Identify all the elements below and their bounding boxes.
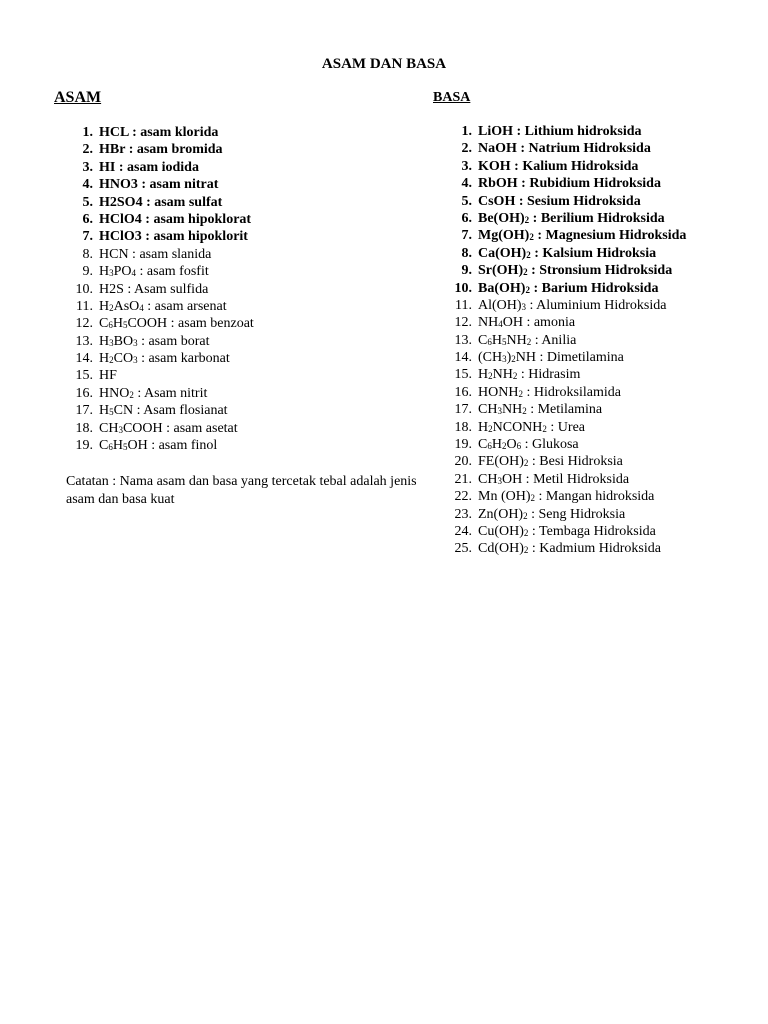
text-segment: : Urea bbox=[546, 419, 585, 435]
text-segment: HNO3 : asam nitrat bbox=[99, 177, 219, 193]
item-number: 5. bbox=[461, 193, 472, 209]
text-segment: H2SO4 : asam sulfat bbox=[99, 194, 223, 210]
subscript: 2 bbox=[501, 441, 507, 452]
item-number: 2. bbox=[82, 142, 93, 158]
subscript: 2 bbox=[530, 493, 535, 504]
text-segment: : Asam nitrit bbox=[133, 385, 208, 401]
text-segment: H bbox=[112, 438, 123, 454]
item-text bbox=[478, 419, 585, 436]
text-segment: Be(OH) bbox=[478, 210, 525, 226]
item-text bbox=[99, 315, 254, 332]
item-number: 6. bbox=[82, 211, 93, 227]
subscript: 6 bbox=[516, 441, 522, 452]
text-segment: HI : asam iodida bbox=[99, 159, 199, 175]
item-text bbox=[478, 523, 656, 540]
basa-list-item bbox=[443, 488, 686, 505]
text-segment: NH bbox=[501, 402, 523, 418]
item-number: 7. bbox=[82, 229, 93, 245]
subscript: 2 bbox=[109, 302, 114, 313]
text-segment: HBr : asam bromida bbox=[99, 142, 223, 158]
basa-list-item bbox=[443, 245, 686, 262]
item-number: 3. bbox=[461, 158, 472, 174]
item-text bbox=[99, 228, 248, 245]
text-segment: Al(OH) bbox=[478, 297, 522, 313]
item-number: 14. bbox=[75, 351, 93, 367]
text-segment: HCN : asam slanida bbox=[99, 246, 212, 262]
text-segment: OH : Metil Hidroksida bbox=[501, 471, 630, 487]
text-segment: NH bbox=[506, 332, 527, 348]
text-segment: H bbox=[99, 351, 110, 367]
item-number: 18. bbox=[75, 420, 93, 436]
item-number: 13. bbox=[75, 333, 93, 349]
item-number: 1. bbox=[461, 124, 472, 139]
item-text bbox=[99, 420, 238, 437]
basa-list-item bbox=[443, 193, 686, 210]
item-text bbox=[478, 540, 661, 557]
item-number: 25. bbox=[454, 541, 472, 557]
text-segment: H bbox=[99, 298, 110, 314]
item-number: 12. bbox=[75, 316, 93, 332]
text-segment: BO bbox=[113, 333, 134, 349]
item-text bbox=[99, 298, 227, 315]
basa-list-item bbox=[443, 175, 686, 192]
item-text bbox=[99, 281, 208, 298]
item-number: 21. bbox=[454, 471, 472, 487]
text-segment: C bbox=[478, 437, 488, 453]
item-text bbox=[99, 141, 223, 158]
text-segment: H bbox=[99, 264, 110, 280]
item-text bbox=[99, 246, 211, 263]
subscript: 3 bbox=[109, 268, 114, 279]
item-text bbox=[478, 436, 579, 453]
basa-list-item bbox=[443, 297, 686, 314]
asam-list-item bbox=[64, 263, 254, 280]
text-segment: H bbox=[99, 403, 110, 419]
asam-list-item bbox=[64, 420, 254, 437]
item-text bbox=[478, 210, 665, 227]
subscript: 2 bbox=[523, 458, 529, 469]
subscript: 2 bbox=[511, 354, 516, 365]
text-segment: Ba(OH) bbox=[478, 280, 526, 296]
text-segment: O bbox=[506, 437, 517, 453]
item-text bbox=[478, 158, 638, 175]
text-segment: : Mangan hidroksida bbox=[535, 489, 655, 505]
text-segment: RbOH : Rubidium Hidroksida bbox=[478, 176, 661, 192]
item-text bbox=[478, 227, 686, 244]
basa-list-item bbox=[443, 384, 686, 401]
item-number: 14. bbox=[454, 350, 472, 366]
item-text bbox=[478, 193, 641, 210]
text-segment: Mg(OH) bbox=[478, 228, 530, 244]
item-number: 11. bbox=[76, 298, 93, 314]
asam-list-item bbox=[64, 159, 254, 176]
text-segment: C bbox=[478, 332, 488, 348]
item-number: 8. bbox=[461, 245, 472, 261]
item-text bbox=[478, 506, 625, 523]
text-segment: : Tembaga Hidroksida bbox=[528, 523, 656, 539]
text-segment: : Seng Hidroksia bbox=[527, 506, 626, 522]
text-segment: Zn(OH) bbox=[478, 506, 524, 522]
text-segment: HClO4 : asam hipoklorat bbox=[99, 211, 252, 227]
subscript: 6 bbox=[108, 442, 113, 453]
basa-list-item bbox=[443, 140, 686, 157]
subscript: 2 bbox=[523, 510, 528, 521]
text-segment: H bbox=[491, 437, 502, 453]
subscript: 2 bbox=[525, 284, 530, 295]
basa-list-item bbox=[443, 419, 686, 436]
item-number: 3. bbox=[82, 159, 93, 175]
asam-list-item bbox=[64, 402, 254, 419]
text-segment: ) bbox=[506, 350, 512, 366]
text-segment: C bbox=[99, 316, 109, 332]
subscript: 2 bbox=[488, 371, 493, 382]
item-number: 9. bbox=[461, 263, 472, 279]
subscript: 6 bbox=[487, 336, 492, 347]
text-segment: : asam fosfit bbox=[136, 264, 209, 280]
text-segment: LiOH : Lithium hidroksida bbox=[478, 124, 642, 139]
item-number: 23. bbox=[454, 506, 472, 522]
subscript: 4 bbox=[498, 319, 503, 330]
basa-list-item bbox=[443, 453, 686, 470]
text-segment: H bbox=[99, 333, 110, 349]
subscript: 4 bbox=[131, 268, 137, 279]
item-number: 17. bbox=[454, 402, 472, 418]
text-segment: H2S : Asam sulfida bbox=[99, 281, 209, 297]
text-segment: CN : Asam flosianat bbox=[113, 403, 228, 419]
asam-list-item bbox=[64, 385, 254, 402]
item-text bbox=[478, 262, 672, 279]
subscript: 2 bbox=[523, 267, 528, 278]
item-number: 19. bbox=[75, 438, 93, 454]
basa-list-item bbox=[443, 401, 686, 418]
text-segment: : asam borat bbox=[137, 333, 210, 349]
basa-list-item bbox=[443, 262, 686, 279]
text-segment: : Besi Hidroksia bbox=[528, 454, 623, 470]
text-segment: Cu(OH) bbox=[478, 523, 524, 539]
text-segment: FE(OH) bbox=[478, 454, 524, 470]
text-segment: HNO bbox=[99, 385, 130, 401]
text-segment: : Kadmium Hidroksida bbox=[528, 541, 661, 557]
asam-list-item bbox=[64, 298, 254, 315]
subscript: 3 bbox=[497, 406, 502, 417]
item-number: 11. bbox=[455, 297, 472, 313]
subscript: 6 bbox=[108, 320, 113, 331]
item-text bbox=[478, 332, 576, 349]
subscript: 2 bbox=[526, 336, 532, 347]
subscript: 5 bbox=[501, 336, 507, 347]
item-number: 17. bbox=[75, 403, 93, 419]
item-number: 2. bbox=[461, 141, 472, 157]
asam-list-item bbox=[64, 367, 254, 384]
item-number: 4. bbox=[82, 177, 93, 193]
subscript: 2 bbox=[526, 249, 531, 260]
text-segment: HONH bbox=[478, 384, 519, 400]
item-number: 10. bbox=[454, 280, 472, 296]
item-number: 16. bbox=[75, 385, 93, 401]
subscript: 2 bbox=[129, 389, 134, 400]
asam-list-item bbox=[64, 176, 254, 193]
item-number: 13. bbox=[454, 332, 472, 348]
asam-list-item bbox=[64, 141, 254, 158]
subscript: 2 bbox=[523, 545, 529, 556]
item-text bbox=[99, 333, 210, 350]
text-segment: CO bbox=[113, 351, 134, 367]
subscript: 2 bbox=[518, 388, 523, 399]
text-segment: OH : amonia bbox=[502, 315, 576, 331]
subscript: 2 bbox=[109, 355, 114, 366]
subscript: 2 bbox=[488, 423, 493, 434]
item-number: 12. bbox=[454, 315, 472, 331]
text-segment: H bbox=[478, 419, 489, 435]
item-number: 7. bbox=[461, 228, 472, 244]
item-number: 6. bbox=[461, 210, 472, 226]
text-segment: Cd(OH) bbox=[478, 541, 524, 557]
subscript: 3 bbox=[118, 424, 123, 435]
item-text bbox=[478, 297, 666, 314]
basa-list-item bbox=[443, 332, 686, 349]
item-text bbox=[478, 140, 651, 157]
asam-list-item bbox=[64, 437, 254, 454]
asam-heading: ASAM bbox=[54, 89, 102, 106]
subscript: 3 bbox=[133, 355, 138, 366]
item-text bbox=[99, 385, 207, 402]
text-segment: PO bbox=[113, 264, 132, 280]
item-text bbox=[99, 176, 218, 193]
asam-list-item bbox=[64, 246, 254, 263]
text-segment: COOH : asam asetat bbox=[122, 420, 238, 436]
text-segment: : Magnesium Hidroksida bbox=[533, 228, 687, 244]
item-text bbox=[478, 366, 580, 383]
subscript: 3 bbox=[109, 337, 114, 348]
subscript: 2 bbox=[529, 232, 534, 243]
text-segment: H bbox=[112, 316, 123, 332]
item-text bbox=[99, 194, 222, 211]
text-segment: : Kalsium Hidroksia bbox=[530, 245, 657, 261]
asam-list-item bbox=[64, 194, 254, 211]
basa-heading: BASA bbox=[433, 90, 471, 105]
item-number: 16. bbox=[454, 384, 472, 400]
text-segment: : Glukosa bbox=[521, 437, 579, 453]
item-text bbox=[478, 349, 624, 366]
item-text bbox=[99, 367, 117, 384]
page-title: ASAM DAN BASA bbox=[321, 56, 447, 72]
item-number: 22. bbox=[454, 489, 472, 505]
subscript: 2 bbox=[522, 406, 527, 417]
item-text bbox=[99, 437, 217, 454]
basa-list-item bbox=[443, 280, 686, 297]
text-segment: COOH : asam benzoat bbox=[127, 316, 254, 332]
item-text bbox=[478, 488, 654, 505]
item-number: 24. bbox=[454, 523, 472, 539]
basa-list-item bbox=[443, 210, 686, 227]
item-text bbox=[478, 471, 629, 488]
text-segment: H bbox=[491, 332, 502, 348]
subscript: 4 bbox=[139, 302, 144, 313]
subscript: 6 bbox=[487, 441, 492, 452]
item-text bbox=[99, 211, 251, 228]
asam-list bbox=[64, 124, 254, 454]
text-segment: CH bbox=[478, 402, 498, 418]
text-segment: NaOH : Natrium Hidroksida bbox=[478, 141, 651, 157]
basa-list-item bbox=[443, 123, 686, 140]
text-segment: C bbox=[99, 438, 109, 454]
text-segment: : Berilium Hidroksida bbox=[529, 210, 665, 226]
item-number: 4. bbox=[461, 176, 472, 192]
subscript: 5 bbox=[122, 442, 128, 453]
basa-list-item bbox=[443, 227, 686, 244]
text-segment: : Barium Hidroksida bbox=[529, 280, 659, 296]
item-number: 5. bbox=[82, 194, 93, 210]
item-number: 18. bbox=[454, 419, 472, 435]
subscript: 3 bbox=[497, 475, 502, 486]
item-number: 1. bbox=[82, 125, 93, 140]
item-number: 19. bbox=[454, 437, 472, 453]
text-segment: (CH bbox=[478, 350, 503, 366]
asam-list-item bbox=[64, 350, 254, 367]
text-segment: AsO bbox=[113, 298, 140, 314]
subscript: 3 bbox=[521, 301, 527, 312]
item-text bbox=[478, 453, 623, 470]
subscript: 2 bbox=[524, 214, 530, 225]
item-number: 20. bbox=[454, 454, 472, 470]
item-text bbox=[478, 401, 602, 418]
asam-list-item bbox=[64, 211, 254, 228]
basa-list bbox=[443, 123, 686, 558]
item-text bbox=[99, 159, 199, 176]
subscript: 5 bbox=[122, 320, 128, 331]
item-number: 9. bbox=[82, 264, 93, 280]
text-segment: : Stronsium Hidroksida bbox=[527, 263, 673, 279]
text-segment: CH bbox=[99, 420, 119, 436]
text-segment: : Metilamina bbox=[526, 402, 603, 418]
basa-list-item bbox=[443, 506, 686, 523]
item-text bbox=[478, 245, 656, 262]
text-segment: CsOH : Sesium Hidroksida bbox=[478, 193, 641, 209]
basa-list-item bbox=[443, 523, 686, 540]
item-text bbox=[478, 123, 642, 140]
subscript: 3 bbox=[133, 337, 138, 348]
text-segment: : Hidroksilamida bbox=[522, 384, 621, 400]
item-number: 15. bbox=[75, 368, 93, 384]
text-segment: HClO3 : asam hipoklorit bbox=[99, 229, 248, 245]
asam-list-item bbox=[64, 228, 254, 245]
text-segment: NH bbox=[492, 367, 513, 383]
item-text bbox=[99, 350, 230, 367]
text-segment: : Anilia bbox=[531, 332, 577, 348]
item-text bbox=[478, 175, 661, 192]
text-segment: HCL : asam klorida bbox=[99, 125, 219, 140]
text-segment: KOH : Kalium Hidroksida bbox=[478, 158, 639, 174]
basa-list-item bbox=[443, 540, 686, 557]
basa-list-item bbox=[443, 436, 686, 453]
basa-list-item bbox=[443, 366, 686, 383]
subscript: 2 bbox=[523, 527, 529, 538]
asam-list-item bbox=[64, 333, 254, 350]
text-segment: NH bbox=[478, 315, 499, 331]
text-segment: Sr(OH) bbox=[478, 263, 524, 279]
subscript: 3 bbox=[502, 354, 507, 365]
asam-list-item bbox=[64, 315, 254, 332]
basa-list-item bbox=[443, 471, 686, 488]
asam-list-item bbox=[64, 281, 254, 298]
basa-list-item bbox=[443, 314, 686, 331]
item-text bbox=[478, 280, 658, 297]
text-segment: H bbox=[478, 367, 489, 383]
item-text bbox=[478, 314, 575, 331]
item-text bbox=[99, 124, 218, 141]
text-segment: CH bbox=[478, 471, 498, 487]
text-segment: : Hidrasim bbox=[517, 367, 581, 383]
text-segment: HF bbox=[99, 368, 117, 384]
note-text: Catatan : Nama asam dan basa yang tercetak tebal adalah jenis asam dan basa kuat bbox=[66, 474, 417, 507]
text-segment: : asam arsenat bbox=[143, 298, 227, 314]
text-segment: Ca(OH) bbox=[478, 245, 527, 261]
item-number: 10. bbox=[75, 281, 93, 297]
text-segment: Mn (OH) bbox=[478, 489, 531, 505]
item-number: 8. bbox=[82, 246, 93, 262]
item-text bbox=[99, 263, 209, 280]
item-text bbox=[478, 384, 621, 401]
subscript: 2 bbox=[512, 371, 518, 382]
basa-list-item bbox=[443, 158, 686, 175]
basa-list-item bbox=[443, 349, 686, 366]
subscript: 2 bbox=[542, 423, 547, 434]
text-segment: NCONH bbox=[492, 419, 543, 435]
subscript: 5 bbox=[109, 407, 114, 418]
item-text bbox=[99, 402, 228, 419]
text-segment: NH : Dimetilamina bbox=[515, 350, 624, 366]
item-number: 15. bbox=[454, 367, 472, 383]
text-segment: OH : asam finol bbox=[127, 438, 218, 454]
asam-list-item bbox=[64, 124, 254, 141]
text-segment: : asam karbonat bbox=[137, 351, 230, 367]
text-segment: : Aluminium Hidroksida bbox=[526, 297, 667, 313]
